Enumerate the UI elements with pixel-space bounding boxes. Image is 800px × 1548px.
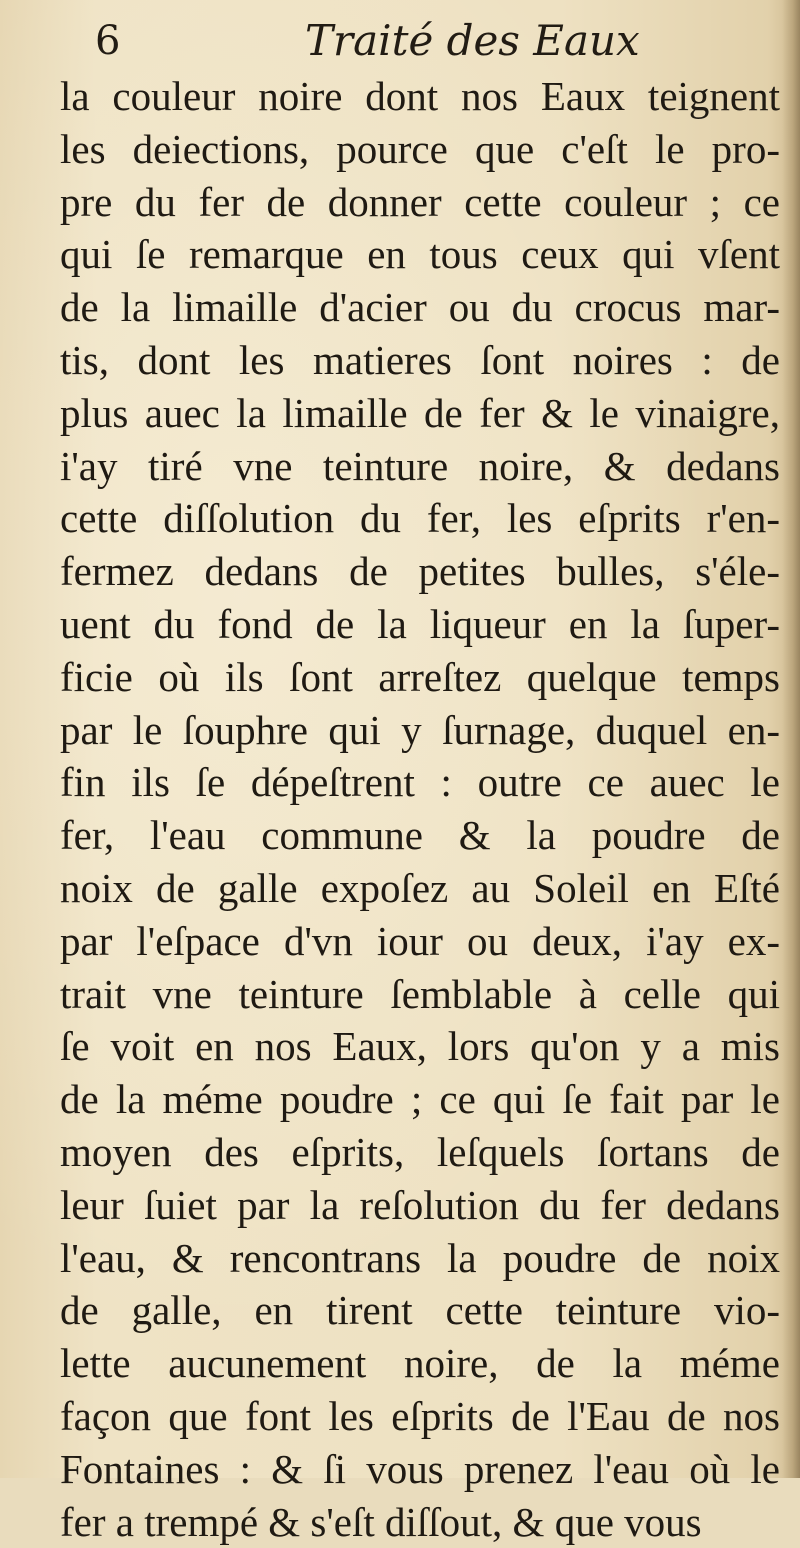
- text-line: cette diſſolution du fer, les eſprits r'en-: [60, 495, 780, 542]
- text-line: fer, l'eau commune & la poudre de: [60, 812, 780, 859]
- text-line: i'ay tiré vne teinture noire, & dedans: [60, 442, 780, 489]
- text-line: l'eau, & rencontrans la poudre de noix: [60, 1234, 780, 1281]
- text-line: la couleur noire dont nos Eaux teignent: [60, 73, 780, 119]
- text-line: Fontaines : & ſi vous prenez l'eau où le: [60, 1445, 780, 1492]
- text-line: ficie où ils ſont arreſtez quelque temps: [60, 653, 780, 700]
- text-line: de la limaille d'acier ou du crocus mar-: [60, 284, 780, 331]
- text-line: lette aucunement noire, de la méme: [60, 1340, 780, 1387]
- text-line: de galle, en tirent cette teinture vio-: [60, 1287, 780, 1334]
- text-line: leur ſuiet par la reſolution du fer dedans: [60, 1181, 780, 1228]
- text-line: noix de galle expoſez au Soleil en Eſté: [60, 864, 780, 911]
- text-line: trait vne teinture ſemblable à celle qui: [60, 970, 780, 1017]
- page-header: [95, 8, 655, 72]
- text-line: ſe voit en nos Eaux, lors qu'on y a mis: [60, 1023, 780, 1070]
- text-line: fermez dedans de petites bulles, s'éle-: [60, 548, 780, 595]
- text-line: plus auec la limaille de fer & le vinaigre,: [60, 389, 780, 436]
- text-line: de la méme poudre ; ce qui ſe fait par le: [60, 1076, 780, 1123]
- text-line: qui ſe remarque en tous ceux qui vſent: [60, 231, 780, 278]
- text-line: uent du fond de la liqueur en la ſuper-: [60, 600, 780, 647]
- text-line: fer a trempé & s'eſt diſſout, & que vous: [60, 1498, 702, 1545]
- body-text: [60, 70, 780, 1548]
- text-line: fin ils ſe dépeſtrent : outre ce auec le: [60, 759, 780, 806]
- text-line: tis, dont les matieres ſont noires : de: [60, 336, 780, 383]
- text-line: les deiections, pource que c'eſt le pro-: [60, 125, 780, 172]
- text-line: façon que font les eſprits de l'Eau de nos: [60, 1392, 780, 1439]
- page-number: 6: [95, 18, 121, 64]
- page-edge-shadow: [782, 0, 800, 1478]
- text-line: pre du fer de donner cette couleur ; ce: [60, 178, 780, 225]
- text-line: moyen des eſprits, leſquels ſortans de: [60, 1128, 780, 1175]
- text-line: par le ſouphre qui y ſurnage, duquel en-: [60, 706, 780, 753]
- text-line: par l'eſpace d'vn iour ou deux, i'ay ex-: [60, 917, 780, 964]
- running-title: Traité des Eaux: [305, 16, 640, 65]
